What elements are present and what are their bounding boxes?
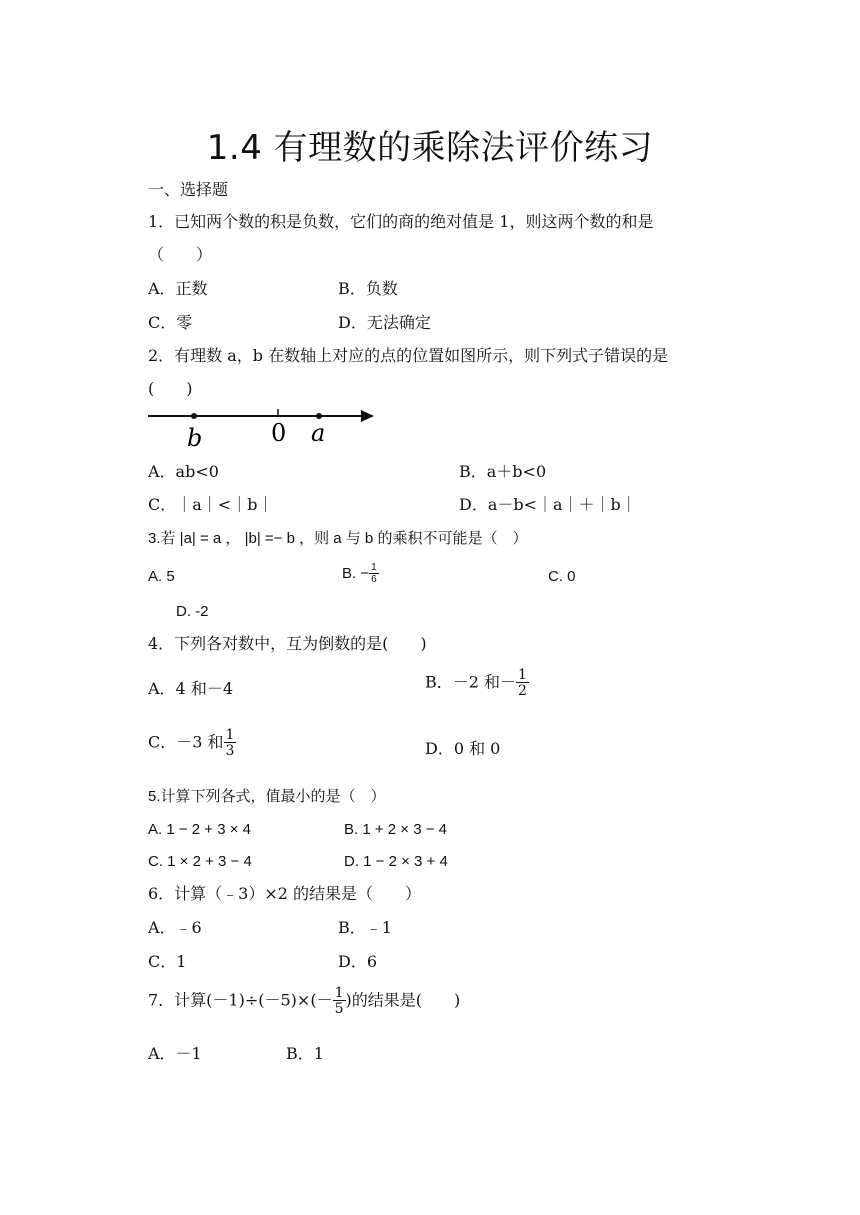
question-6-option-d: D．6: [338, 952, 378, 971]
point-b-marker: [191, 413, 197, 419]
question-5-option-c: C. 1 × 2 + 3 − 4: [148, 853, 252, 870]
question-5-option-d: D. 1 − 2 × 3 + 4: [344, 853, 448, 870]
point-b-label: b: [187, 424, 203, 452]
question-6-option-b: B．﹣1: [338, 918, 392, 937]
question-6-stem: 6．计算（﹣3）×2 的结果是（ ）: [148, 884, 422, 903]
question-1-paren: （ ）: [148, 245, 213, 264]
number-line-figure: [145, 402, 380, 452]
question-7-option-b: B．1: [286, 1044, 324, 1063]
question-2-stem: 2．有理数 a，b 在数轴上对应的点的位置如图所示，则下列式子错误的是: [148, 346, 669, 365]
question-2-option-a: A．ab<0: [148, 462, 219, 481]
question-2-option-d: D．a－b<｜a｜＋｜b｜: [459, 495, 637, 514]
fraction: $\frac{1}{5}$: [334, 985, 344, 1017]
question-1-option-d: D．无法确定: [338, 313, 431, 332]
fraction: $\frac{1}{3}$: [225, 727, 235, 759]
fraction: $\frac{1}{6}$: [371, 562, 377, 585]
origin-label: 0: [271, 419, 287, 447]
question-3-option-d: D. -2: [176, 603, 209, 620]
section-heading: 一、选择题: [148, 180, 229, 199]
point-a-label: a: [311, 419, 326, 447]
question-3-option-c: C. 0: [548, 568, 576, 585]
question-1-option-c: C．零: [148, 313, 193, 332]
question-5-stem: 5.计算下列各式，值最小的是（ ）: [148, 788, 386, 805]
question-7-option-a: A．－1: [148, 1044, 202, 1063]
question-1-stem: 1．已知两个数的积是负数，它们的商的绝对值是 1，则这两个数的和是: [148, 212, 654, 231]
question-1-option-a: A．正数: [148, 279, 208, 298]
question-4-option-a: A．4 和－4: [148, 679, 234, 698]
question-4-option-b: B．－2 和－ $\frac{1}{2}$: [425, 667, 527, 699]
question-7-stem: 7．计算(－1)÷(－5)×(－ $\frac{1}{5}$ )的结果是( ): [148, 985, 461, 1017]
question-2-option-b: B．a＋b<0: [459, 462, 547, 481]
question-2-paren: ( ): [148, 379, 193, 398]
question-4-stem: 4．下列各对数中，互为倒数的是( ): [148, 634, 427, 653]
question-4-option-d: D．0 和 0: [425, 739, 501, 758]
page-title: 1.4 有理数的乘除法评价练习: [206, 128, 654, 168]
question-6-option-a: A．﹣6: [148, 918, 202, 937]
fraction: $\frac{1}{2}$: [518, 667, 527, 699]
question-5-option-a: A. 1 − 2 + 3 × 4: [148, 821, 251, 838]
question-1-option-b: B．负数: [338, 279, 398, 298]
question-3-stem: 3.若 |a| = a ， |b| =− b ，则 a 与 b 的乘积不可能是（ ）: [148, 530, 528, 547]
question-5-option-b: B. 1 + 2 × 3 − 4: [344, 821, 447, 838]
question-6-option-c: C．1: [148, 952, 187, 971]
question-3-option-b: B. − $\frac{1}{6}$: [342, 562, 377, 585]
question-4-option-c: C．－3 和 $\frac{1}{3}$: [148, 727, 235, 759]
question-3-option-a: A. 5: [148, 568, 175, 585]
question-2-option-c: C．｜a｜<｜b｜: [148, 495, 274, 514]
number-line-arrowhead: [361, 410, 374, 422]
